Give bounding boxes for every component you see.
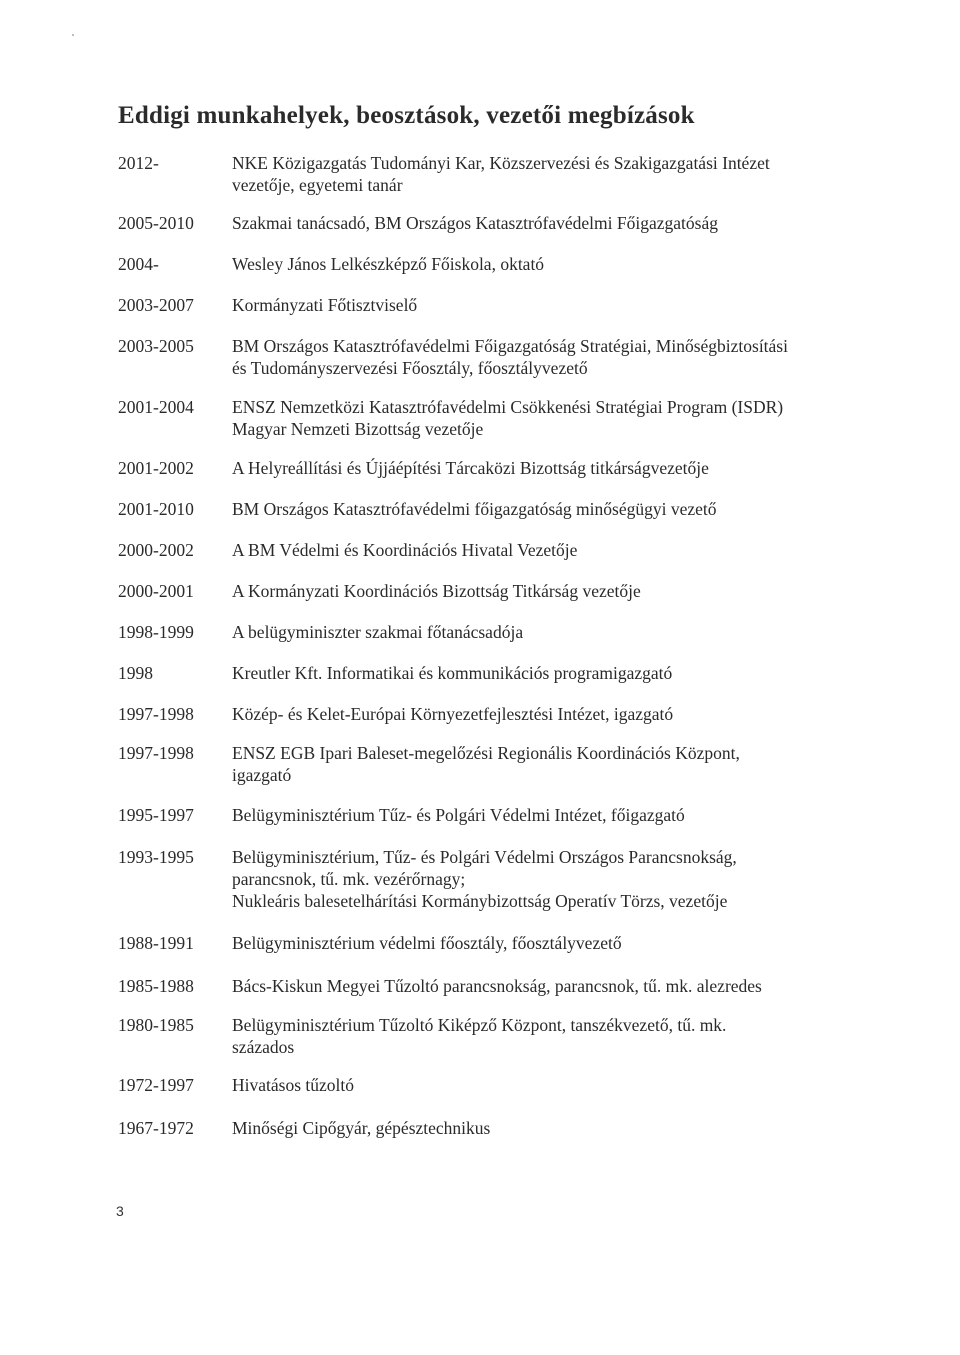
entry-description-line: A Kormányzati Koordinációs Bizottság Titkárság vezetője [232,581,641,601]
entry-description [232,1117,852,1139]
entry-description-line: BM Országos Katasztrófavédelmi Főigazgatóság Stratégiai, Minőségbiztosítási [232,336,788,356]
entry-period: 1972-1997 [118,1075,194,1095]
entry-period: 1988-1991 [118,933,194,953]
entry-description-line: A BM Védelmi és Koordinációs Hivatal Vezetője [232,540,578,560]
entry-description [232,804,852,826]
entry-description [232,396,852,440]
entry-period: 1985-1988 [118,976,194,996]
entry-description [232,152,852,196]
entry-period: 2001-2010 [118,499,194,519]
entry-description [232,846,852,912]
entry-description [232,1074,852,1096]
entry-period: 1997-1998 [118,743,194,763]
entry-period: 1967-1972 [118,1118,194,1138]
entry-description [232,212,852,234]
entry-description-line: Belügyminisztérium Tűz- és Polgári Védelmi Intézet, főigazgató [232,805,685,825]
entry-description-line: Hivatásos tűzoltó [232,1075,354,1095]
entry-description-line: Belügyminisztérium védelmi főosztály, főosztályvezető [232,933,622,953]
entry-period: 2012- [118,153,159,173]
entry-description-line: ENSZ EGB Ipari Baleset-megelőzési Regionális Koordinációs Központ, [232,743,740,763]
entry-description-line: A Helyreállítási és Újjáépítési Tárcaközi Bizottság titkárságvezetője [232,458,709,478]
entry-description-line: Kormányzati Főtisztviselő [232,295,418,315]
entry-description [232,335,852,379]
entry-period: 1997-1998 [118,704,194,724]
entry-description-line: parancsnok, tű. mk. vezérőrnagy; [232,869,466,889]
entry-description-line: Belügyminisztérium, Tűz- és Polgári Védelmi Országos Parancsnokság, [232,847,737,867]
entry-description-line: BM Országos Katasztrófavédelmi főigazgatóság minőségügyi vezető [232,499,717,519]
entry-description [232,457,852,479]
scan-speck [72,34,74,36]
entry-period: 2005-2010 [118,213,194,233]
entry-period: 2001-2004 [118,397,194,417]
entry-description [232,932,852,954]
entry-period: 1993-1995 [118,847,194,867]
entry-description [232,580,852,602]
entry-description-line: A belügyminiszter szakmai főtanácsadója [232,622,524,642]
entry-description-line: Közép- és Kelet-Európai Környezetfejlesztési Intézet, igazgató [232,704,674,724]
entry-period: 2000-2002 [118,540,194,560]
entry-description [232,1014,852,1058]
page-number: 3 [116,1203,124,1219]
entry-description [232,703,852,725]
entry-period: 1998 [118,663,153,683]
entry-period: 1998-1999 [118,622,194,642]
entry-description-line: Bács-Kiskun Megyei Tűzoltó parancsnokság, parancsnok, tű. mk. alezredes [232,976,762,996]
entry-period: 2000-2001 [118,581,194,601]
entry-description-line: Magyar Nemzeti Bizottság vezetője [232,419,484,439]
entry-description [232,539,852,561]
entry-description-line: százados [232,1037,295,1057]
entry-description-line: vezetője, egyetemi tanár [232,175,403,195]
entry-period: 1995-1997 [118,805,194,825]
entry-period: 2003-2005 [118,336,194,356]
entry-period: 2003-2007 [118,295,194,315]
entry-description [232,253,852,275]
entry-description-line: és Tudományszervezési Főosztály, főosztályvezető [232,358,588,378]
entry-description [232,294,852,316]
entry-period: 2001-2002 [118,458,194,478]
entry-description-line: ENSZ Nemzetközi Katasztrófavédelmi Csökkenési Stratégiai Program (ISDR) [232,397,784,417]
section-heading: Eddigi munkahelyek, beosztások, vezetői megbízások [118,102,695,129]
entry-description-line: igazgató [232,765,292,785]
entry-description-line: Belügyminisztérium Tűzoltó Kiképző Központ, tanszékvezető, tű. mk. [232,1015,727,1035]
entry-period: 1980-1985 [118,1015,194,1035]
entry-description [232,498,852,520]
entry-period: 2004- [118,254,159,274]
entry-description-line: Szakmai tanácsadó, BM Országos Katasztrófavédelmi Főigazgatóság [232,213,718,233]
entry-description-line: Nukleáris balesetelhárítási Kormánybizottság Operatív Törzs, vezetője [232,891,728,911]
entry-description [232,662,852,684]
entry-description-line: Kreutler Kft. Informatikai és kommunikációs programigazgató [232,663,673,683]
entry-description [232,975,852,997]
entry-description [232,621,852,643]
entry-description-line: NKE Közigazgatás Tudományi Kar, Közszervezési és Szakigazgatási Intézet [232,153,770,173]
entry-description [232,742,852,786]
entry-description-line: Minőségi Cipőgyár, gépésztechnikus [232,1118,491,1138]
entry-description-line: Wesley János Lelkészképző Főiskola, oktató [232,254,545,274]
